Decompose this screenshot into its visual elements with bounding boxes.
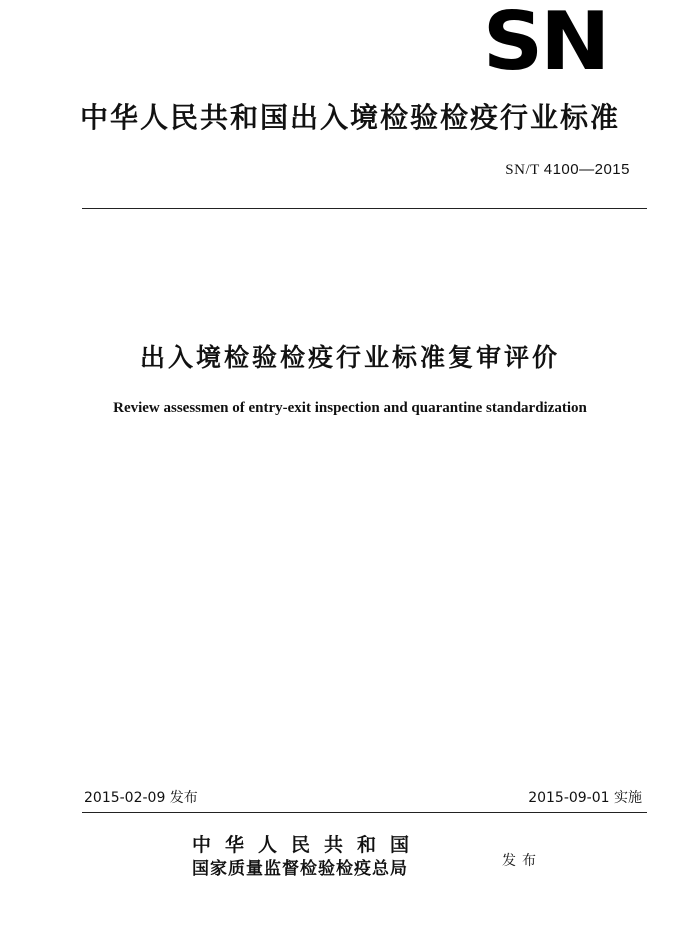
document-title-english: Review assessmen of entry-exit inspection and quarantine standardization (113, 400, 587, 416)
standard-code: 4100—2015 (543, 161, 630, 178)
issuer-agency: 国家质量监督检验检疫总局 (192, 859, 408, 879)
issuing-authority (192, 833, 423, 881)
standard-prefix: SN/T (505, 162, 540, 178)
standard-category-title: 中华人民共和国出入境检验检疫行业标准 (80, 101, 621, 134)
document-title-chinese: 出入境检验检疫行业标准复审评价 (139, 343, 560, 372)
implementation-date: 2015-09-01 实施 (528, 790, 642, 806)
bottom-divider (82, 812, 647, 813)
sn-logo: SN (482, 0, 608, 88)
issue-date: 2015-02-09 发布 (84, 790, 198, 806)
issue-action-label: 发布 (502, 853, 542, 869)
issuer-country: 中华人民共和国 (192, 834, 424, 856)
standard-number (505, 161, 630, 179)
top-divider (82, 208, 647, 209)
